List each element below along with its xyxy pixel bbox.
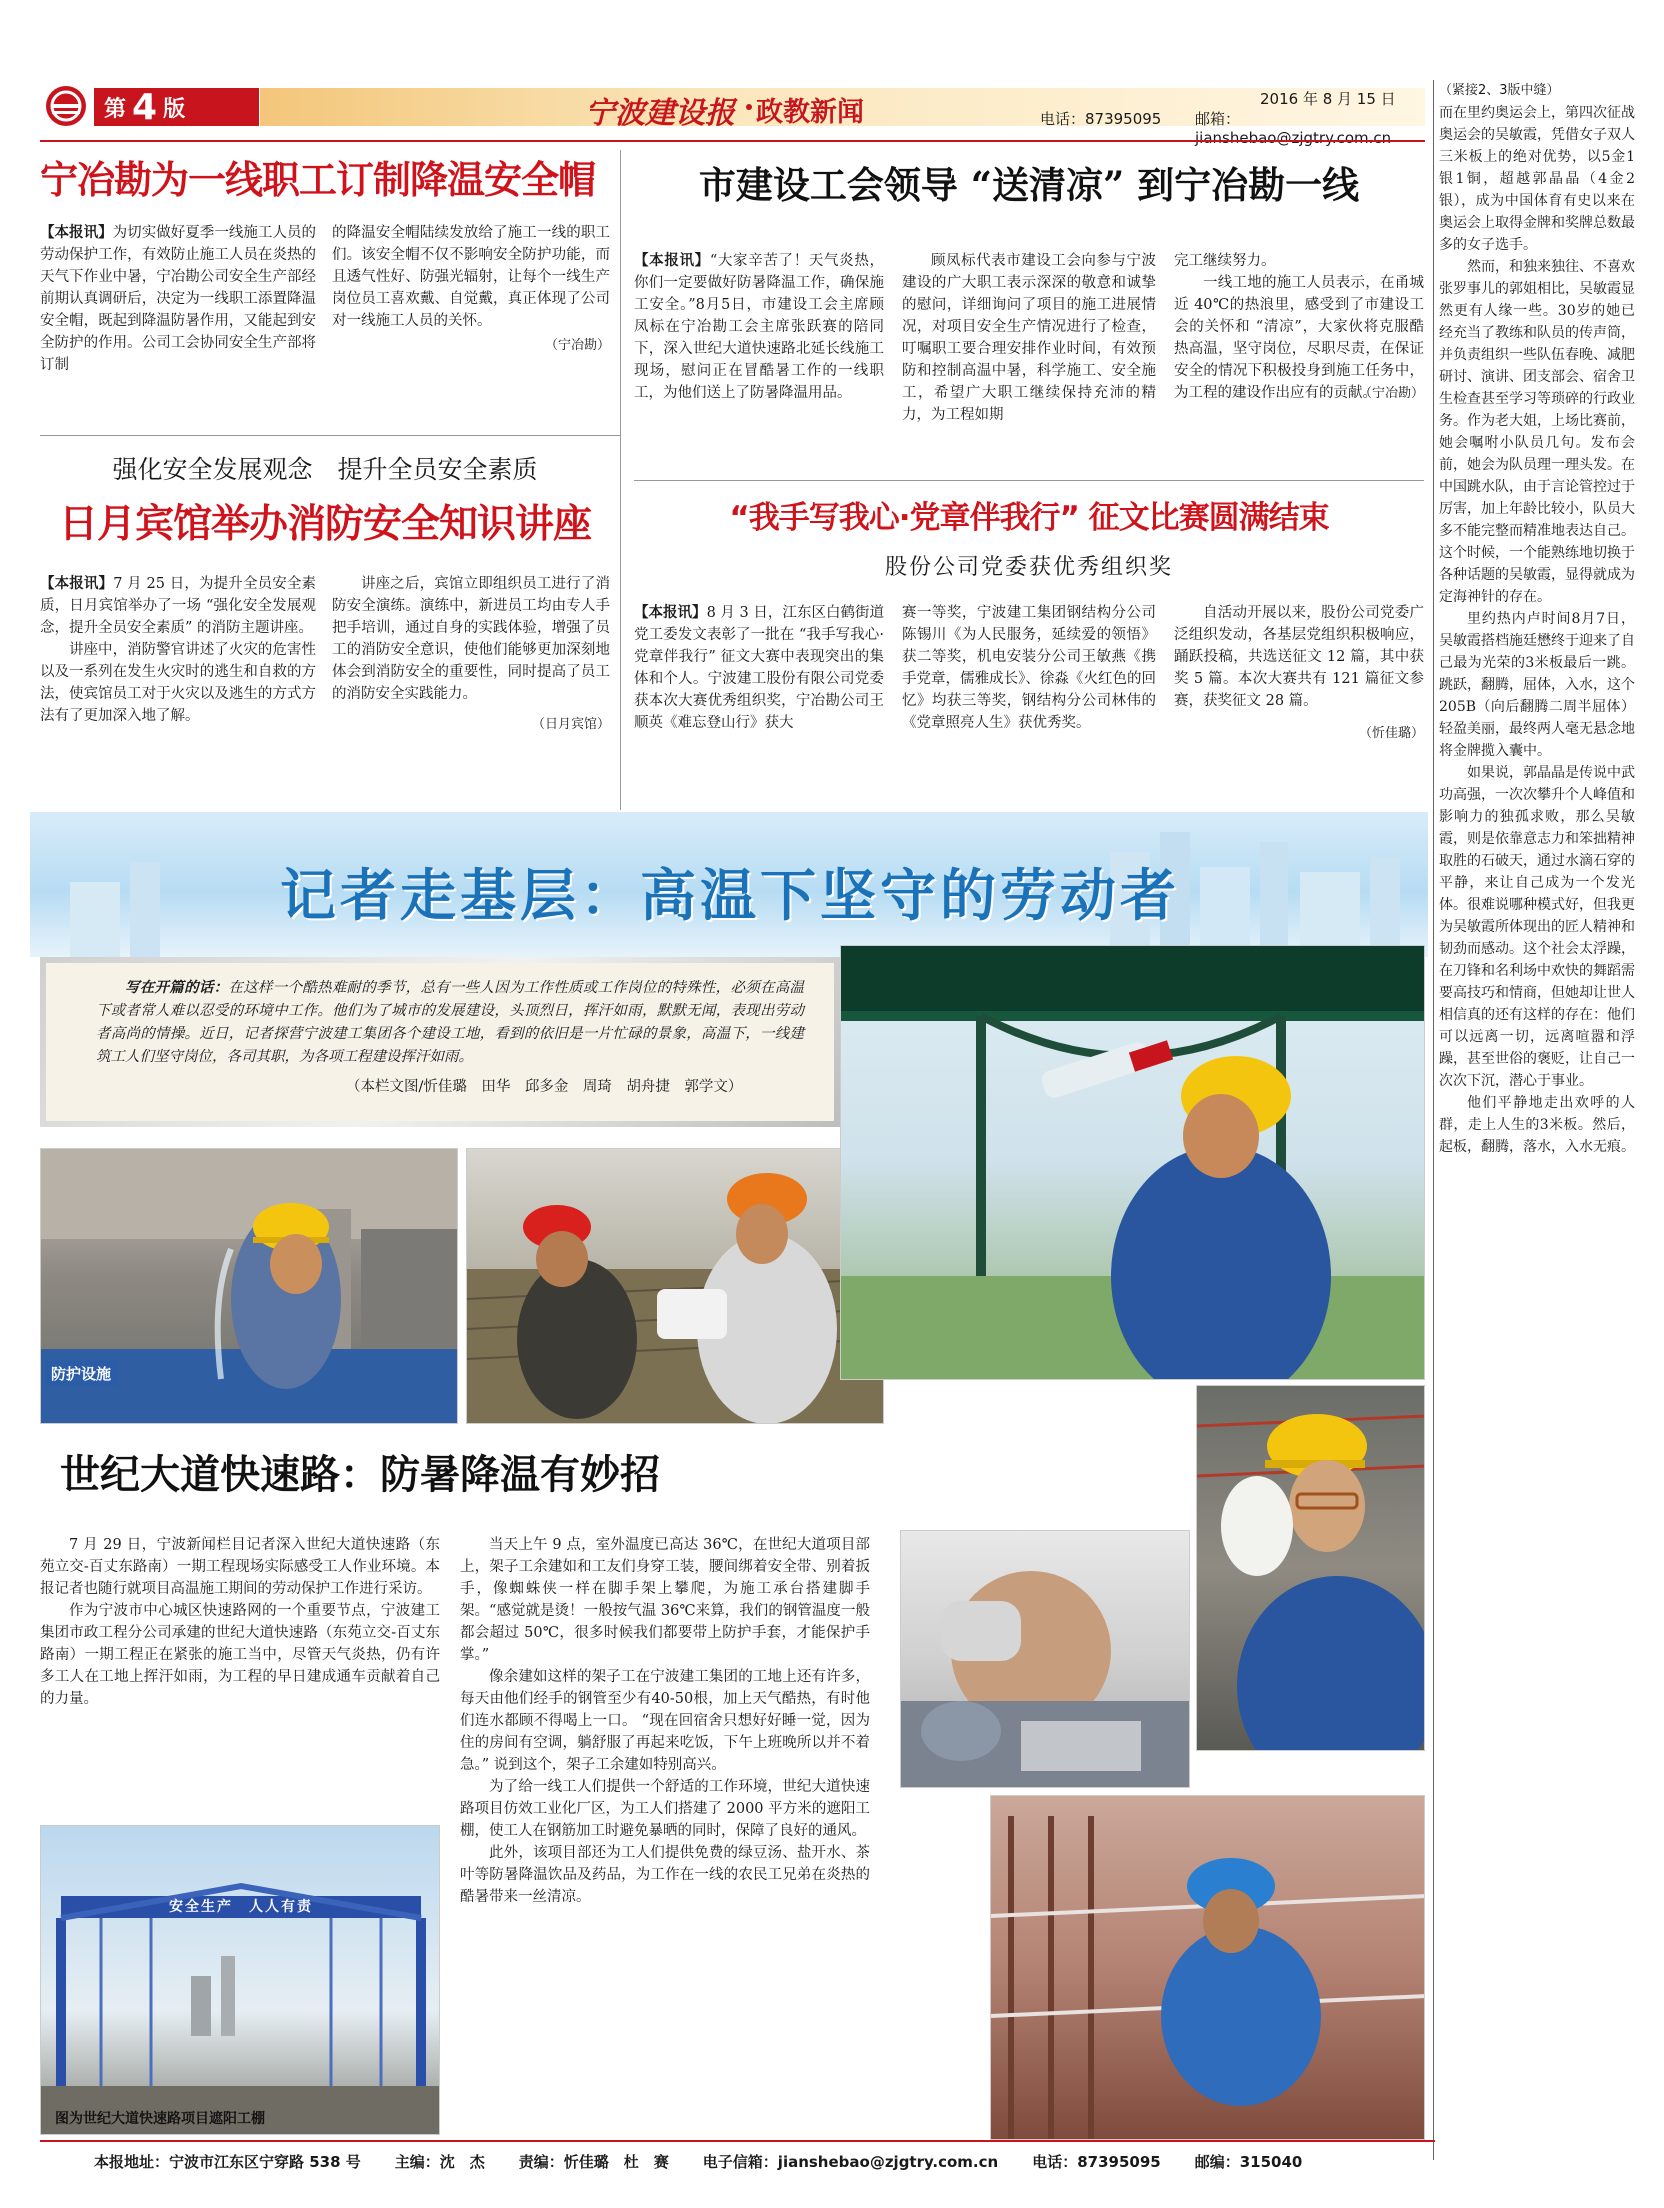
footer-address: 本报地址：宁波市江东区宁穿路 538 号 <box>94 2152 361 2171</box>
article-4-col3: 自活动开展以来，股份公司党委广泛组织发动，各基层党组织积极响应，踊跃投稿，共选送征文 12 篇，其中获奖 5 篇。本次大赛共有 121 篇征文参赛，获奖征文 28 篇。 <box>1174 605 1424 709</box>
masthead-email: 邮箱：jianshebao@zjgtry.com.cn <box>1195 110 1392 147</box>
sidebar-p1: 而在里约奥运会上，第四次征战奥运会的吴敏霞，凭借女子双人三米板上的绝对优势，以5金1银1铜，超越郭晶晶（4金2银），成为中国体育有史以来在奥运会上取得金牌和奖牌总数最多的女子选手。 <box>1439 105 1635 253</box>
article-5-p4: 像余建如这样的架子工在宁波建工集团的工地上还有许多，每天由他们经手的钢管至少有40-50根，加上天气酷热，有时他们连水都顾不得喝上一口。 “现在回宿舍只想好好睡一觉，因为住的房间有空调，躺舒服了再起来吃饭，下午上班晚所以并不着急。” 说到这个，架子工余建如特别高兴。 <box>460 1669 870 1773</box>
article-5-title: 世纪大道快速路：防暑降温有妙招 <box>60 1452 660 1498</box>
article-5-p3: 当天上午 9 点，室外温度已高达 36℃，在世纪大道项目部上，架子工余建如和工友们身穿工装，腰间绑着安全带、别着扳手，像蜘蛛侠一样在脚手架上攀爬，为施工承台搭建脚手架。“感觉就是烫！一般按气温 36℃来算，我们的钢管温度一般都会超过 50℃，很多时候我们都要带上防护手套，才能保护手掌。” <box>460 1537 870 1663</box>
masthead <box>40 80 1425 147</box>
article-5-p5: 为了给一线工人们提供一个舒适的工作环境，世纪大道快速路项目仿效工业化厂区，为工人们搭建了 2000 平方米的遮阳工棚，使工人在钢筋加工时避免暴晒的同时，保障了良好的通风。 <box>460 1779 870 1839</box>
article-2 <box>634 150 1424 470</box>
sidebar-p2: 然而，和独来独往、不喜欢张罗事儿的郭姐相比，吴敏霞显然更有人缘一些。30岁的她已经充当了教练和队员的传声筒，并负责组织一些队伍春晚、减肥研讨、演讲、团支部会、宿舍卫生检查甚至学习等琐碎的行政业务。作为老大姐，上场比赛前，她会嘱咐小队员几句。发布会前，她会为队员理一理头发。在中国跳水队，由于言论管控过于厉害，加上年龄比较小，队员大多不能完整而精准地表达自己。这个时候，一个能熟练地切换于各种话题的吴敏霞，显得就成为定海神针的存在。 <box>1439 259 1635 605</box>
masthead-rule <box>40 140 1425 142</box>
article-2-col2: 顾凤标代表市建设工会向参与宁波建设的广大职工表示深深的敬意和诚挚的慰问，详细询问了项目的施工进展情况，对项目安全生产情况进行了检查，叮嘱职工要合理安排作业时间，有效预防和控制高温中暑，科学施工、安全施工，希望广大职工继续保持充沛的精力，为工程如期 <box>902 253 1156 423</box>
shed-sign: 安全生产 人人有责 <box>169 1899 313 1915</box>
article-5 <box>40 1440 880 2140</box>
article-4-col1: 【本报讯】8 月 3 日，江东区白鹤街道党工委发文表彰了一批在 “我手写我心·党章伴我行” 征文大赛中表现突出的集体和个人。宁波建工股份有限公司党委获本次大赛优秀组织奖，宁冶勘公司王顺英《难忘登山行》获大 <box>634 605 885 731</box>
page-suffix: 版 <box>163 96 186 122</box>
article-4-subtitle: 股份公司党委获优秀组织奖 <box>884 555 1173 580</box>
article-1-col2: 的降温安全帽陆续发放给了施工一线的职工们。该安全帽不仅不影响安全防护功能，而且透气性好、防强光辐射，让每个一线生产岗位员工喜欢戴、自觉戴，真正体现了公司对一线施工人员的关怀。 <box>332 225 610 329</box>
article-4-lead: 【本报讯】 <box>634 605 707 621</box>
footer <box>40 2146 1435 2176</box>
section-rule <box>634 480 1424 481</box>
footer-email: 电子信箱：jianshebao@zjgtry.com.cn <box>702 2152 999 2171</box>
railing-sign: 防护设施 <box>45 1361 117 1386</box>
footer-postcode: 邮编：315040 <box>1194 2152 1303 2171</box>
article-3-title: 日月宾馆举办消防安全知识讲座 <box>58 502 591 547</box>
brand-dot <box>746 104 752 110</box>
footer-phone: 电话：87395095 <box>1032 2152 1161 2171</box>
page-number-badge <box>94 88 259 126</box>
masthead-phone: 电话：87395095 <box>1040 110 1162 128</box>
brand-name: 宁波建设报 <box>585 96 735 131</box>
newspaper-logo-icon <box>44 84 88 128</box>
footer-rule <box>40 2140 1435 2142</box>
footer-editors: 责编：忻佳璐 杜 赛 <box>518 2152 669 2171</box>
article-1-lead: 【本报讯】 <box>40 225 113 241</box>
article-1-source: （宁冶勘） <box>544 338 610 353</box>
article-2-source: （宁冶勘） <box>1358 386 1424 401</box>
photo-workers-pouring-water <box>466 1148 884 1424</box>
article-3-col1b: 讲座中，消防警官讲述了火灾的危害性以及一系列在发生火灾时的逃生和自救的方法，使宾馆员工对于火灾以及逃生的方式方法有了更加深入地了解。 <box>40 642 316 724</box>
issue-date: 2016 年 8 月 15 日 <box>1260 90 1396 108</box>
photo-worker-tying-rebar <box>990 1795 1425 2140</box>
article-3 <box>40 445 610 805</box>
photo-worker-drinking-water <box>840 945 1425 1380</box>
article-2-lead: 【本报讯】 <box>634 253 710 269</box>
article-4-col2: 赛一等奖，宁波建工集团钢结构分公司陈锡川《为人民服务，延续爱的领悟》获二等奖，机电安装分公司王敏燕《携手党章，儒雅成长》、徐淼《火红色的回忆》均获三等奖，钢结构分公司林伟的《党章照亮人生》获优秀奖。 <box>902 605 1156 731</box>
feature-intro: 写在开篇的话：在这样一个酷热难耐的季节，总有一些人因为工作性质或工作岗位的特殊性，必须在高温下或者常人难以忍受的环境中工作。他们为了城市的发展建设，头顶烈日，挥汗如雨，默默无闻，表现出劳动者高尚的情操。近日，记者探营宁波建工集团各个建设工地，看到的依旧是一片忙碌的景象，高温下，一线建筑工人们坚守岗位，各司其职，为各项工程建设挥汗如雨。 <box>96 980 805 1065</box>
feature-intro-box <box>40 957 840 1127</box>
feature-intro-label: 写在开篇的话： <box>125 980 229 996</box>
article-3-col1a: 【本报讯】7 月 25 日，为提升全员安全素质，日月宾馆举办了一场 “强化安全发展观念，提升全员安全素质” 的消防主题讲座。 <box>40 576 316 636</box>
article-5-p2: 作为宁波市中心城区快速路网的一个重要节点，宁波建工集团市政工程分公司承建的世纪大道快速路（东苑立交-百丈东路南）一期工程正在紧张的施工当中，尽管天气炎热，仍有许多工人在工地上挥汗如雨，为工程的早日建成通车贡献着自己的力量。 <box>40 1603 440 1707</box>
sidebar-p5: 他们平静地走出欢呼的人群，走上人生的3米板。然后，起板，翻腾，落水，入水无痕。 <box>1439 1095 1635 1155</box>
article-3-lead: 【本报讯】 <box>40 576 114 592</box>
sidebar-p3: 里约热内卢时间8月7日，吴敏霞搭档施廷懋终于迎来了自己最为光荣的3米板最后一跳。跳跃，翻腾，屈体，入水，这个205B（向后翻腾二周半屈体）轻盈美丽，最终两人毫无悬念地将金牌揽入囊中。 <box>1439 611 1635 759</box>
article-2-title: 市建设工会领导 “送清凉” 到宁冶勘一线 <box>698 163 1360 207</box>
article-4-source: （忻佳璐） <box>1358 726 1424 741</box>
banner-title: 记者走基层：高温下坚守的劳动者 <box>280 864 1180 929</box>
section-rule <box>40 435 620 436</box>
photo-worker-washing-face <box>40 1148 458 1424</box>
sidebar-divider <box>1433 80 1434 2160</box>
shed-photo-caption: 图为世纪大道快速路项目遮阳工棚 <box>55 2111 265 2127</box>
photo-worker-cutting-rebar <box>900 1530 1190 1788</box>
article-2-col1: 【本报讯】“大家辛苦了！天气炎热，你们一定要做好防暑降温工作，确保施工安全。”8月5日，市建设工会主席顾凤标在宁冶勘工会主席张跃赛的陪同下，深入世纪大道快速路北延长线施工现场，慰问正在冒酷暑工作的一线职工，为他们送上了防暑降温用品。 <box>634 253 884 401</box>
article-1 <box>40 150 610 420</box>
sidebar-continuation-note: （紧接2、3版中缝） <box>1439 83 1560 98</box>
page-number: 4 <box>132 86 158 128</box>
article-3-col2: 讲座之后，宾馆立即组织员工进行了消防安全演练。演练中，新进员工均由专人手把手培训，通过自身的实践体验，增强了员工的消防安全意识，使他们能够更加深刻地体会到消防安全的重要性，同时提高了员工的消防安全实践能力。 <box>332 576 610 702</box>
photo-worker-wiping-sweat <box>1196 1385 1425 1751</box>
column-divider <box>620 150 621 810</box>
article-3-kicker: 强化安全发展观念 提升全员安全素质 <box>112 455 538 484</box>
feature-banner <box>30 812 1428 957</box>
continued-sidebar <box>1439 80 1635 2165</box>
article-5-p6: 此外，该项目部还为工人们提供免费的绿豆汤、盐开水、茶叶等防暑降温饮品及药品，为工作在一线的农民工兄弟在炎热的酷暑带来一丝清凉。 <box>460 1845 870 1905</box>
feature-credits: （本栏文图/忻佳璐 田华 邱多金 周琦 胡舟捷 郭学文） <box>346 1079 743 1095</box>
article-1-col1: 【本报讯】为切实做好夏季一线施工人员的劳动保护工作，有效防止施工人员在炎热的天气下作业中暑，宁冶勘公司安全生产部经前期认真调研后，决定为一线职工添置降温安全帽，既起到降温防暑作用，又能起到安全防护的作用。公司工会协同安全生产部将订制 <box>40 225 317 373</box>
section-name: 政教新闻 <box>756 97 864 128</box>
page-label: 第 <box>104 96 127 122</box>
article-1-title: 宁冶勘为一线职工订制降温安全帽 <box>40 158 596 202</box>
footer-editor-in-chief: 主编：沈 杰 <box>394 2152 485 2171</box>
article-2-col3a: 完工继续努力。 <box>1174 253 1276 269</box>
article-2-col3b: 一线工地的施工人员表示，在甬城近 40℃的热浪里，感受到了市建设工会的关怀和 “清凉”，大家伙将克服酷热高温，坚守岗位，尽职尽责，在保证安全的情况下积极投身到施工任务中，为工程的建设作出应有的贡献。 <box>1174 275 1424 401</box>
article-5-p1: 7 月 29 日，宁波新闻栏目记者深入世纪大道快速路（东苑立交-百丈东路南）一期工程现场实际感受工人作业环境。本报记者也随行就项目高温施工期间的劳动保护工作进行采访。 <box>40 1537 440 1597</box>
article-4-title: “我手写我心·党章伴我行” 征文比赛圆满结束 <box>729 500 1329 536</box>
article-3-source: （日月宾馆） <box>531 717 610 732</box>
article-4 <box>634 490 1424 810</box>
sidebar-p4: 如果说，郭晶晶是传说中武功高强，一次次攀升个人峰值和影响力的独孤求败，那么吴敏霞，则是依靠意志力和笨拙精神取胜的石破天，通过水滴石穿的平静，来让自己成为一个发光体。很难说哪种模式好，但我更为吴敏霞所体现出的匠人精神和韧劲而感动。这个社会太浮躁，在刀锋和名利场中欢快的舞蹈需要高技巧和情商，但她却让世人相信真的还有这样的存在：他们可以远离一切，远离喧嚣和浮躁，甚至世俗的褒贬，让自己一次次下沉，潜心于事业。 <box>1439 765 1635 1089</box>
